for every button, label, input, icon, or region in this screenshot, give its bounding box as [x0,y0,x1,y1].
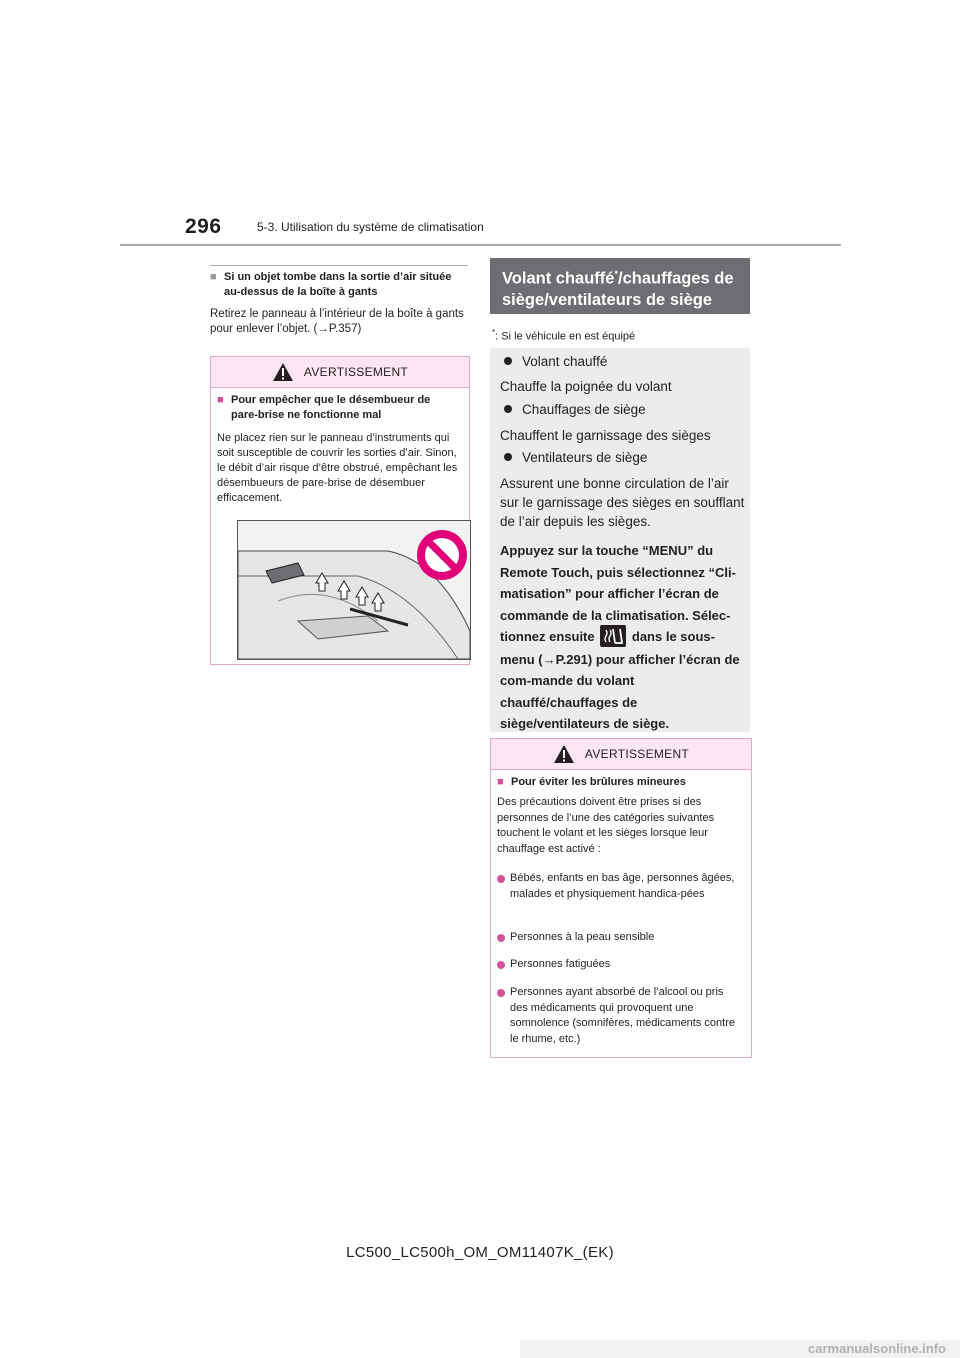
subsection-heading [210,270,468,300]
feature-title-text: Ventilateurs de siège [522,450,648,465]
feature-title [504,450,647,465]
instruction-text [500,540,745,735]
feature-desc: Chauffe la poignée du volant [500,379,672,394]
bullet-icon [504,453,512,461]
section-banner [490,258,750,314]
section-divider [210,265,468,266]
feature-desc: Chauffent le garnissage des sièges [500,428,711,443]
feature-desc: Assurent une bonne circulation de l’air sur le garnissage des sièges en soufflant de l’air depuis les sièges. [500,476,745,529]
warning-point-text: Personnes fatiguées [510,958,611,970]
square-bullet-icon: ■ [217,394,224,406]
footnote [492,328,635,343]
warning-point [497,871,743,902]
feature-title [504,402,646,417]
banner-text-1: Volant chauffé [502,269,615,288]
pink-bullet-icon [497,989,505,997]
warning-heading-text: Pour empêcher que le désembueur de pare-brise ne fonctionne mal [231,394,431,421]
square-bullet-icon: ■ [497,776,504,788]
subsection-heading-text: Si un objet tombe dans la sortie d’air située au-dessus de la boîte à gants [224,271,452,298]
warning-heading [497,775,745,790]
warning-point-text: Bébés, enfants en bas âge, personnes âgées, malades et physiquement handica-pées [510,872,735,900]
warning-point-text: Personnes à la peau sensible [510,931,655,943]
footnote-asterisk: * [492,328,496,337]
pink-bullet-icon [497,875,505,883]
banner-asterisk: * [614,269,618,279]
feature-title-text: Chauffages de siège [522,402,646,417]
seat-heater-icon [600,625,626,647]
warning-point [497,957,743,973]
warning-triangle-icon [272,362,294,382]
document-code: LC500_LC500h_OM_OM11407K_(EK) [346,1244,614,1261]
dashboard-illustration [237,520,471,660]
warning-title-bar [211,357,469,388]
warning-point-text: Personnes ayant absorbé de l’alcool ou pris des médicaments qui provoquent une somnolence (somnifères, médicaments contre le rhume, etc.) [510,986,735,1045]
feature-title-text: Volant chauffé [522,354,608,369]
section-title: 5-3. Utilisation du système de climatisation [257,220,484,234]
banner-text-2: /chauffages de siège/ventilateurs de siège [502,269,734,309]
feature-title [504,354,607,369]
pink-bullet-icon [497,961,505,969]
instruction-part-2: dans le sous-menu (→P.291) pour afficher l’écran de com-mande du volant chauffé/chauffages de siège/ventilateurs de siège. [500,629,740,732]
warning-point [497,930,743,946]
warning-heading-text: Pour éviter les brûlures mineures [511,776,686,788]
warning-title-bar [491,739,751,770]
warning-box-burns [490,738,752,1058]
warning-box-defroster [210,356,470,665]
page-number: 296 [185,215,222,238]
subsection-body: Retirez le panneau à l’intérieur de la boîte à gants pour enlever l’objet. (→P.357) [210,308,464,335]
warning-title: AVERTISSEMENT [584,747,690,761]
warning-heading [217,393,459,423]
prohibited-sign-icon [417,530,467,580]
warning-body: Ne placez rien sur le panneau d’instruments qui soit susceptible de couvrir les sorties d’air. Sinon, le débit d’air risque d’être obstrué, empêchant les désembueurs de pare-brise de désembuer efficacement. [217,432,458,504]
watermark: carmanualsonline.info [520,1340,960,1358]
instruction-part-1: Appuyez sur la touche “MENU” du Remote Touch, puis sélectionnez “Cli-matisation” pour afficher l’écran de commande de la climatisation. Sélec-tionnez ensuite [500,543,736,644]
warning-point [497,985,743,1047]
pink-bullet-icon [497,934,505,942]
warning-triangle-icon [553,744,575,764]
bullet-icon [504,357,512,365]
warning-body: Des précautions doivent être prises si des personnes de l’une des catégories suivantes touchent le volant et les sièges lorsque leur chauffage est activé : [497,796,715,855]
footnote-text: : Si le véhicule en est équipé [495,330,636,343]
bullet-icon [504,405,512,413]
square-bullet-icon: ■ [210,271,217,283]
feature-description-box [490,348,750,732]
warning-title: AVERTISSEMENT [303,365,409,379]
header-divider [120,244,841,246]
